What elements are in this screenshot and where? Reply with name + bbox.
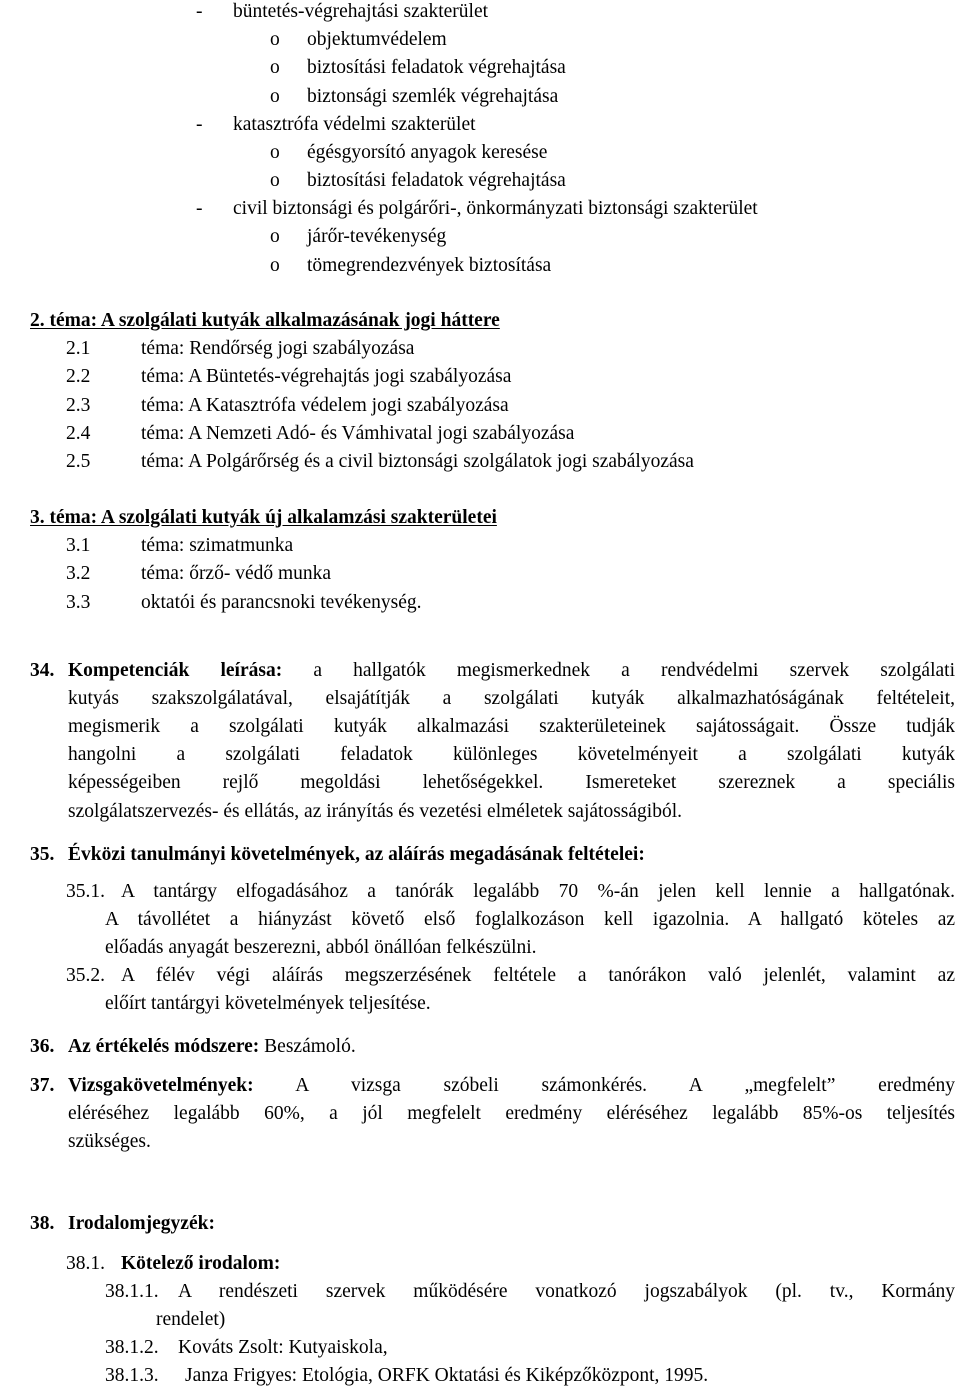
topic-num: 2.1 [66,338,91,359]
section-number: 35. [30,844,55,865]
list-marker: o [270,57,280,78]
subsection-number: 35.1. [66,881,105,902]
paragraph-line: A tantárgy elfogadásához a tanórák legalább 70 %-án jelen kell lennie a hallgatónak. [121,881,955,902]
section-first-line [68,1076,955,1096]
topic-num: 3.1 [66,535,91,556]
reference-number: 38.1.2. [105,1337,159,1358]
subsection-heading: Kötelező irodalom: [121,1253,281,1274]
section-first-line [68,661,955,681]
paragraph-line: képességeiben rejlő megoldási lehetőségekkel. Ismereteket szereznek a speciális [68,772,955,793]
topic-item: téma: A Nemzeti Adó- és Vámhivatal jogi szabályozása [141,423,575,444]
section-number: 38. [30,1213,55,1234]
paragraph-line: szolgálatszervezés- és ellátás, az irányítás és vezetési elméletek sajátosságiból. [68,801,682,822]
list-marker: - [196,1,203,22]
section-line [68,1037,356,1057]
list-marker: o [270,142,280,163]
paragraph-line: megismerik a szolgálati kutyák alkalmazási szakterületeinek sajátosságait. Össze tudják [68,716,955,737]
topic-item: oktatói és parancsnoki tevékenység. [141,592,422,613]
paragraph-line: A távollétet a hiányzást követő első foglalkozáson kell igazolnia. A hallgató köteles az [105,909,955,930]
topic-item: téma: A Polgárőrség és a civil biztonsági szolgálatok jogi szabályozása [141,451,694,472]
topic-item: téma: szimatmunka [141,535,294,556]
reference-text: Kováts Zsolt: Kutyaiskola, [178,1337,388,1358]
section-number: 37. [30,1075,55,1096]
topic-item: téma: Rendőrség jogi szabályozása [141,338,415,359]
reference-number: 38.1.3. [105,1365,159,1386]
topic-item: téma: A Büntetés-végrehajtás jogi szabályozása [141,366,512,387]
list-item: égésgyorsító anyagok keresése [307,142,548,163]
section-label: Az értékelés módszere: [68,1036,260,1057]
section-number: 36. [30,1036,55,1057]
reference-text: rendelet) [156,1309,226,1330]
paragraph-line: szükséges. [68,1131,151,1152]
paragraph-line: A félév végi aláírás megszerzésének feltétele a tanórákon való jelenlét, valamint az [121,965,955,986]
reference-text: Janza Frigyes: Etológia, ORFK Oktatási és Kiképzőközpont, 1995. [185,1365,709,1386]
list-item: katasztrófa védelmi szakterület [233,114,476,135]
paragraph-line: előírt tantárgyi követelmények teljesítése. [105,993,431,1014]
topic-num: 3.2 [66,563,91,584]
topic-item: téma: A Katasztrófa védelem jogi szabályozása [141,395,509,416]
list-marker: o [270,255,280,276]
list-item: tömegrendezvények biztosítása [307,255,552,276]
topic-num: 2.4 [66,423,91,444]
paragraph-line: hangolni a szolgálati feladatok különleges követelményeit a szolgálati kutyák [68,744,955,765]
topic-num: 2.2 [66,366,91,387]
section-number: 34. [30,660,55,681]
section-label: Kompetenciák leírása: [68,660,283,681]
topic-item: téma: őrző- védő munka [141,563,332,584]
reference-number: 38.1.1. [105,1281,159,1302]
topic-num: 2.5 [66,451,91,472]
topic-heading: 3. téma: A szolgálati kutyák új alkalamzási szakterületei [30,507,497,528]
list-item: objektumvédelem [307,29,447,50]
list-item: civil biztonsági és polgárőri-, önkormányzati biztonsági szakterület [233,198,758,219]
section-heading: Évközi tanulmányi követelmények, az aláírás megadásának feltételei: [68,844,645,865]
list-marker: - [196,114,203,135]
list-marker: o [270,86,280,107]
topic-num: 2.3 [66,395,91,416]
paragraph-line: előadás anyagát beszerezni, abból önállóan felkészülni. [105,937,537,958]
paragraph-line: eléréséhez legalább 60%, a jól megfelelt eredmény eléréséhez legalább 85%-os teljesítés [68,1103,955,1124]
section-label: Vizsgakövetelmények: [68,1075,254,1096]
subsection-number: 38.1. [66,1253,105,1274]
subsection-number: 35.2. [66,965,105,986]
list-item: biztonsági szemlék végrehajtása [307,86,559,107]
list-marker: - [196,198,203,219]
list-item: biztosítási feladatok végrehajtása [307,170,566,191]
list-marker: o [270,29,280,50]
topic-heading: 2. téma: A szolgálati kutyák alkalmazásának jogi háttere [30,310,500,331]
list-marker: o [270,226,280,247]
section-text: A vizsga szóbeli számonkérés. A „megfelelt” eredmény [295,1075,955,1096]
section-heading: Irodalomjegyzék: [68,1213,215,1234]
section-value: Beszámoló. [264,1036,356,1057]
list-item: büntetés-végrehajtási szakterület [233,1,489,22]
reference-text: A rendészeti szervek működésére vonatkozó jogszabályok (pl. tv., Kormány [178,1281,955,1302]
list-item: biztosítási feladatok végrehajtása [307,57,566,78]
section-text: a hallgatók megismerkednek a rendvédelmi szervek szolgálati [313,660,955,681]
list-item: járőr-tevékenység [307,226,447,247]
list-marker: o [270,170,280,191]
paragraph-line: kutyás szakszolgálatával, elsajátítják a szolgálati kutyák alkalmazhatóságának feltételeit, [68,688,955,709]
topic-num: 3.3 [66,592,91,613]
